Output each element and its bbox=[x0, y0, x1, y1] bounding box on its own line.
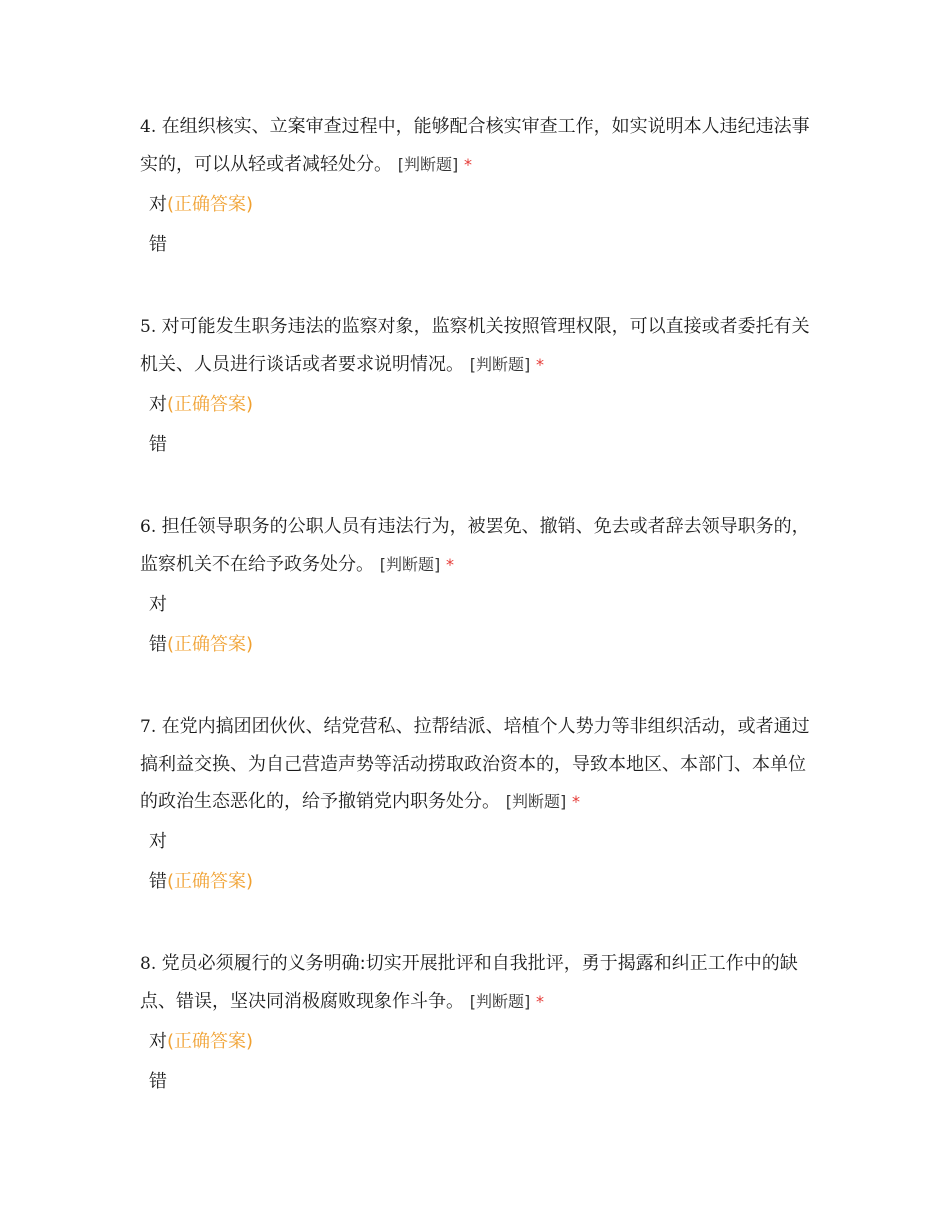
question-number: 4 bbox=[140, 117, 151, 137]
correct-answer-tag: (正确答案) bbox=[167, 194, 254, 215]
question-body: 在组织核实、立案审查过程中，能够配合核实审查工作，如实说明本人违纪违法事实的，可以从轻或者减轻处分。 bbox=[140, 116, 810, 175]
option-label: 对 bbox=[149, 194, 167, 215]
options-list bbox=[140, 193, 812, 257]
required-marker: * bbox=[571, 792, 580, 811]
option-true[interactable] bbox=[149, 393, 812, 417]
correct-answer-tag: (正确答案) bbox=[167, 1031, 254, 1052]
question-number: 7 bbox=[140, 717, 151, 737]
question-text: 4. 在组织核实、立案审查过程中，能够配合核实审查工作，如实说明本人违纪违法事实的，可以从轻或者减轻处分。 [判断题] * bbox=[140, 116, 810, 175]
correct-answer-tag: (正确答案) bbox=[167, 634, 254, 655]
option-true[interactable] bbox=[149, 593, 812, 617]
required-marker: * bbox=[445, 555, 454, 574]
required-marker: * bbox=[535, 355, 544, 374]
option-false[interactable] bbox=[149, 633, 812, 657]
question-5 bbox=[140, 308, 812, 473]
question-body: 在党内搞团团伙伙、结党营私、拉帮结派、培植个人势力等非组织活动，或者通过搞利益交换、为自己营造声势等活动捞取政治资本的，导致本地区、本部门、本单位的政治生态恶化的，给予撤销党内职务处分。 bbox=[140, 716, 810, 812]
option-label: 对 bbox=[149, 831, 167, 852]
question-number: 5 bbox=[140, 317, 151, 337]
option-label: 对 bbox=[149, 1031, 167, 1052]
option-false[interactable] bbox=[149, 1070, 812, 1094]
question-text: 7. 在党内搞团团伙伙、结党营私、拉帮结派、培植个人势力等非组织活动，或者通过搞利益交换、为自己营造声势等活动捞取政治资本的，导致本地区、本部门、本单位的政治生态恶化的，给予撤销党内职务处分。 [判断题] * bbox=[140, 716, 810, 812]
option-label: 错 bbox=[149, 1071, 167, 1092]
question-type: [判断题] bbox=[469, 355, 531, 374]
options-list bbox=[140, 593, 812, 657]
option-false[interactable] bbox=[149, 433, 812, 457]
question-8 bbox=[140, 945, 812, 1110]
question-body: 担任领导职务的公职人员有违法行为，被罢免、撤销、免去或者辞去领导职务的，监察机关不在给予政务处分。 bbox=[140, 516, 810, 575]
option-true[interactable] bbox=[149, 193, 812, 217]
options-list bbox=[140, 830, 812, 894]
question-type: [判断题] bbox=[379, 555, 441, 574]
question-type: [判断题] bbox=[397, 155, 459, 174]
question-type: [判断题] bbox=[469, 992, 531, 1011]
question-text: 8. 党员必须履行的义务明确:切实开展批评和自我批评，勇于揭露和纠正工作中的缺点、错误，坚决同消极腐败现象作斗争。 [判断题] * bbox=[140, 953, 798, 1012]
option-true[interactable] bbox=[149, 1030, 812, 1054]
question-4 bbox=[140, 108, 812, 273]
correct-answer-tag: (正确答案) bbox=[167, 394, 254, 415]
question-text: 5. 对可能发生职务违法的监察对象，监察机关按照管理权限，可以直接或者委托有关机关、人员进行谈话或者要求说明情况。 [判断题] * bbox=[140, 316, 810, 375]
option-label: 错 bbox=[149, 234, 167, 255]
option-label: 错 bbox=[149, 634, 167, 655]
question-number: 6 bbox=[140, 517, 151, 537]
option-label: 错 bbox=[149, 871, 167, 892]
question-type: [判断题] bbox=[505, 792, 567, 811]
options-list bbox=[140, 393, 812, 457]
options-list bbox=[140, 1030, 812, 1094]
required-marker: * bbox=[535, 992, 544, 1011]
option-label: 错 bbox=[149, 434, 167, 455]
question-6 bbox=[140, 508, 812, 673]
question-text: 6. 担任领导职务的公职人员有违法行为，被罢免、撤销、免去或者辞去领导职务的，监察机关不在给予政务处分。 [判断题] * bbox=[140, 516, 810, 575]
required-marker: * bbox=[463, 155, 472, 174]
option-label: 对 bbox=[149, 394, 167, 415]
option-false[interactable] bbox=[149, 233, 812, 257]
option-label: 对 bbox=[149, 594, 167, 615]
correct-answer-tag: (正确答案) bbox=[167, 871, 254, 892]
question-7 bbox=[140, 708, 812, 910]
question-body: 对可能发生职务违法的监察对象，监察机关按照管理权限，可以直接或者委托有关机关、人员进行谈话或者要求说明情况。 bbox=[140, 316, 810, 375]
question-body: 党员必须履行的义务明确:切实开展批评和自我批评，勇于揭露和纠正工作中的缺点、错误，坚决同消极腐败现象作斗争。 bbox=[140, 953, 798, 1012]
question-number: 8 bbox=[140, 954, 151, 974]
option-true[interactable] bbox=[149, 830, 812, 854]
option-false[interactable] bbox=[149, 870, 812, 894]
